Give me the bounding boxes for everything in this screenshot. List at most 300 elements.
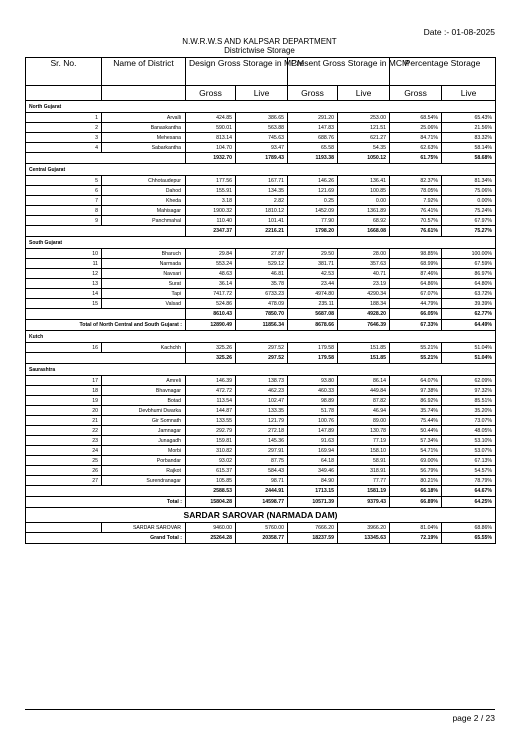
district-name: Surat [102,279,186,289]
header-percentage: Percentage Storage [390,58,496,86]
value-pl: 54.35 [338,143,390,153]
storage-table [25,57,496,544]
district-name: Surendranagar [102,476,186,486]
total-pcg: 76.61% [390,226,442,237]
section-total-row [26,226,496,237]
value-dl: 272.18 [236,426,288,436]
value-pcg: 68.99% [390,259,442,269]
value-pl: 0.00 [338,196,390,206]
sr-no: 12 [26,269,102,279]
value-dg: 29.84 [186,249,236,259]
table-row [26,376,496,386]
total-label: Total : [26,497,186,508]
value-dl: 563.88 [236,123,288,133]
value-pg: 146.26 [288,176,338,186]
table-row [26,466,496,476]
value-pg: 169.94 [288,446,338,456]
value-pcl: 68.86% [442,523,496,533]
value-dg: 9460.00 [186,523,236,533]
total-pcg: 67.33% [390,320,442,331]
total-dl: 11856.34 [236,320,288,331]
value-pl: 77.77 [338,476,390,486]
sr-no: 19 [26,396,102,406]
value-pg: 688.76 [288,133,338,143]
value-pg: 1452.09 [288,206,338,216]
value-dg: 155.91 [186,186,236,196]
value-pcg: 97.38% [390,386,442,396]
value-pl: 318.91 [338,466,390,476]
value-pl: 130.78 [338,426,390,436]
table-row [26,176,496,186]
district-name: Chhotaudepur [102,176,186,186]
total-pg: 1798.20 [288,226,338,237]
value-pcl: 35.20% [442,406,496,416]
total-pcl: 51.04% [442,353,496,364]
sr-no: 1 [26,113,102,123]
value-pg: 349.46 [288,466,338,476]
total-pcl: 64.67% [442,486,496,497]
value-dg: 7417.72 [186,289,236,299]
district-name: Junagadh [102,436,186,446]
total-dl: 297.52 [236,353,288,364]
value-pl: 100.85 [338,186,390,196]
value-pg: 7666.20 [288,523,338,533]
total-pcl: 64.25% [442,497,496,508]
value-dg: 615.37 [186,466,236,476]
value-pcl: 63.72% [442,289,496,299]
value-pcg: 98.85% [390,249,442,259]
value-pcg: 78.05% [390,186,442,196]
value-pcl: 78.79% [442,476,496,486]
value-pg: 64.18 [288,456,338,466]
value-pcg: 7.92% [390,196,442,206]
value-pl: 58.91 [338,456,390,466]
district-name: Morbi [102,446,186,456]
value-pg: 4974.80 [288,289,338,299]
value-dl: 27.87 [236,249,288,259]
section-name: Central Gujarat [26,164,496,176]
value-pcg: 57.34% [390,436,442,446]
total-pcl: 58.68% [442,153,496,164]
value-pg: 100.76 [288,416,338,426]
sr-no: 17 [26,376,102,386]
total-label [26,353,186,364]
value-pl: 357.63 [338,259,390,269]
total-pl: 151.85 [338,353,390,364]
value-dl: 6733.23 [236,289,288,299]
total-pcl: 65.55% [442,533,496,544]
value-dg: 159.81 [186,436,236,446]
table-row [26,476,496,486]
value-pcl: 67.97% [442,216,496,226]
table-row [26,299,496,309]
value-pg: 65.58 [288,143,338,153]
value-dg: 472.72 [186,386,236,396]
district-name: Narmada [102,259,186,269]
section-name: Saurashtra [26,364,496,376]
value-pl: 449.84 [338,386,390,396]
value-pg: 121.69 [288,186,338,196]
value-pcl: 53.07% [442,446,496,456]
value-dl: 101.41 [236,216,288,226]
total-dg: 25264.28 [186,533,236,544]
total-pg: 5687.08 [288,309,338,320]
table-row [26,269,496,279]
value-pcl: 67.13% [442,456,496,466]
value-dl: 2.82 [236,196,288,206]
value-pcl: 62.09% [442,376,496,386]
value-dg: 325.26 [186,343,236,353]
value-dl: 102.47 [236,396,288,406]
district-name: Mahisagar [102,206,186,216]
value-pcg: 86.92% [390,396,442,406]
header-blank [26,86,102,101]
total-pcl: 64.49% [442,320,496,331]
header-district: Name of District [102,58,186,86]
district-name: Amreli [102,376,186,386]
value-dl: 145.36 [236,436,288,446]
total-pl: 9379.43 [338,497,390,508]
sr-no: 23 [26,436,102,446]
value-pg: 291.20 [288,113,338,123]
value-pg: 77.90 [288,216,338,226]
section-header [26,101,496,113]
value-dg: 177.56 [186,176,236,186]
total-pg: 179.58 [288,353,338,364]
sr-no: 3 [26,133,102,143]
value-dl: 745.63 [236,133,288,143]
section-header [26,164,496,176]
value-pl: 46.94 [338,406,390,416]
total-pg: 18237.59 [288,533,338,544]
table-row [26,259,496,269]
value-dg: 133.55 [186,416,236,426]
district-name: Mehesana [102,133,186,143]
sr-no: 9 [26,216,102,226]
total-pcg: 66.05% [390,309,442,320]
value-pcl: 75.06% [442,186,496,196]
value-pl: 136.41 [338,176,390,186]
section-total-row [26,153,496,164]
table-row [26,416,496,426]
total-pl: 13345.63 [338,533,390,544]
page-number: page 2 / 23 [452,713,495,723]
sr-no: 25 [26,456,102,466]
district-name: Botad [102,396,186,406]
value-dl: 529.12 [236,259,288,269]
grand-total-row [26,533,496,544]
value-pcg: 76.41% [390,206,442,216]
value-pcl: 0.00% [442,196,496,206]
district-name: Arvalli [102,113,186,123]
value-dl: 297.91 [236,446,288,456]
value-pl: 253.00 [338,113,390,123]
sr-no: 8 [26,206,102,216]
sr-no: 26 [26,466,102,476]
value-pcg: 69.00% [390,456,442,466]
value-dl: 167.71 [236,176,288,186]
regional-total-row [26,320,496,331]
header-blank [102,86,186,101]
header-percent-gross: Gross [390,86,442,101]
district-name: Gir Somnath [102,416,186,426]
district-name: Kheda [102,196,186,206]
table-row [26,396,496,406]
value-pg: 42.53 [288,269,338,279]
district-name: Bhavnagar [102,386,186,396]
value-dg: 524.86 [186,299,236,309]
total-dg: 1932.70 [186,153,236,164]
district-name: Tapi [102,289,186,299]
table-row [26,446,496,456]
section-name: South Gujarat [26,237,496,249]
value-dl: 462.23 [236,386,288,396]
value-dg: 146.39 [186,376,236,386]
value-pcg: 80.21% [390,476,442,486]
value-pcl: 67.59% [442,259,496,269]
district-name: SARDAR SAROVAR [102,523,186,533]
total-pcg: 61.75% [390,153,442,164]
sardar-sarovar-heading: SARDAR SAROVAR (NARMADA DAM) [26,508,496,523]
total-dg: 8610.43 [186,309,236,320]
value-pg: 84.90 [288,476,338,486]
total-label: Grand Total : [26,533,186,544]
value-pl: 23.19 [338,279,390,289]
sr-no [26,523,102,533]
sardar-sarovar-heading-row [26,508,496,523]
total-dg: 12890.49 [186,320,236,331]
value-dl: 478.09 [236,299,288,309]
total-label [26,309,186,320]
header-present-live: Live [338,86,390,101]
state-total-row [26,497,496,508]
value-pcg: 56.79% [390,466,442,476]
value-pcl: 39.39% [442,299,496,309]
value-pcl: 83.32% [442,133,496,143]
value-pcl: 97.32% [442,386,496,396]
district-name: Bharuch [102,249,186,259]
total-label: Total of North Central and South Gujarat : [26,320,186,331]
value-pcg: 82.37% [390,176,442,186]
value-pcg: 81.04% [390,523,442,533]
total-dg: 325.26 [186,353,236,364]
table-row [26,289,496,299]
value-pg: 147.89 [288,426,338,436]
table-row [26,206,496,216]
total-label [26,486,186,497]
total-label [26,226,186,237]
sr-no: 22 [26,426,102,436]
value-pg: 0.25 [288,196,338,206]
total-dl: 14598.77 [236,497,288,508]
value-pg: 235.11 [288,299,338,309]
report-subtitle: Districtwise Storage [224,46,295,55]
value-pcl: 64.80% [442,279,496,289]
total-pg: 10571.39 [288,497,338,508]
district-name: Sabarkantha [102,143,186,153]
table-row [26,196,496,206]
district-name: Jamnagar [102,426,186,436]
value-pg: 381.71 [288,259,338,269]
sr-no: 21 [26,416,102,426]
section-name: Kutch [26,331,496,343]
total-pl: 1050.12 [338,153,390,164]
value-pl: 86.14 [338,376,390,386]
sr-no: 11 [26,259,102,269]
value-pg: 93.80 [288,376,338,386]
header-present-gross: Gross [288,86,338,101]
value-pl: 158.10 [338,446,390,456]
total-pcg: 66.18% [390,486,442,497]
value-dg: 553.24 [186,259,236,269]
value-pcl: 58.14% [442,143,496,153]
total-dl: 1789.43 [236,153,288,164]
total-dl: 20358.77 [236,533,288,544]
section-header [26,364,496,376]
report-date: Date :- 01-08-2025 [423,27,495,37]
total-pcg: 66.89% [390,497,442,508]
total-pg: 1193.38 [288,153,338,164]
section-header [26,237,496,249]
value-pcg: 68.54% [390,113,442,123]
total-dl: 7850.70 [236,309,288,320]
value-dl: 386.65 [236,113,288,123]
district-name: Devbhumi Dwarka [102,406,186,416]
value-dg: 3.18 [186,196,236,206]
value-pl: 4290.34 [338,289,390,299]
value-pg: 147.83 [288,123,338,133]
header-design-storage: Design Gross Storage in MCM [186,58,288,86]
value-pcg: 55.21% [390,343,442,353]
value-pl: 621.27 [338,133,390,143]
value-dg: 104.70 [186,143,236,153]
district-name: Rajkot [102,466,186,476]
total-pg: 1713.15 [288,486,338,497]
value-pg: 460.33 [288,386,338,396]
value-pcg: 64.86% [390,279,442,289]
section-total-row [26,353,496,364]
value-dl: 297.52 [236,343,288,353]
district-name: Porbandar [102,456,186,466]
section-total-row [26,309,496,320]
value-pcg: 35.74% [390,406,442,416]
total-label [26,153,186,164]
district-name: Panchmahal [102,216,186,226]
value-pcl: 85.51% [442,396,496,406]
value-pg: 29.50 [288,249,338,259]
value-pcl: 51.04% [442,343,496,353]
table-row [26,113,496,123]
value-pl: 188.34 [338,299,390,309]
value-pcl: 86.97% [442,269,496,279]
value-pcg: 62.63% [390,143,442,153]
total-dg: 15804.28 [186,497,236,508]
value-dg: 813.14 [186,133,236,143]
value-pcl: 81.34% [442,176,496,186]
value-dg: 1900.32 [186,206,236,216]
table-row [26,426,496,436]
value-dl: 98.71 [236,476,288,486]
value-pcg: 54.71% [390,446,442,456]
value-pcl: 53.10% [442,436,496,446]
sr-no: 4 [26,143,102,153]
sr-no: 24 [26,446,102,456]
table-row [26,279,496,289]
value-dl: 46.81 [236,269,288,279]
total-pl: 1581.19 [338,486,390,497]
value-pcl: 54.57% [442,466,496,476]
sr-no: 2 [26,123,102,133]
value-pl: 3966.20 [338,523,390,533]
value-pcl: 21.56% [442,123,496,133]
sr-no: 10 [26,249,102,259]
value-pl: 77.19 [338,436,390,446]
table-row [26,386,496,396]
value-pcg: 67.07% [390,289,442,299]
district-name: Valsad [102,299,186,309]
value-pg: 23.44 [288,279,338,289]
value-pl: 87.82 [338,396,390,406]
sr-no: 13 [26,279,102,289]
value-pcl: 100.00% [442,249,496,259]
header-design-live: Live [236,86,288,101]
header-design-gross: Gross [186,86,236,101]
value-pcg: 87.46% [390,269,442,279]
value-pcl: 48.05% [442,426,496,436]
total-dg: 2347.37 [186,226,236,237]
value-dl: 121.79 [236,416,288,426]
district-name: Navsari [102,269,186,279]
value-dg: 292.79 [186,426,236,436]
table-row [26,456,496,466]
value-dg: 36.14 [186,279,236,289]
total-dl: 2444.91 [236,486,288,497]
district-name: Kachchh [102,343,186,353]
total-pcg: 72.19% [390,533,442,544]
value-pcg: 64.07% [390,376,442,386]
section-header [26,331,496,343]
sardar-sarovar-row [26,523,496,533]
value-dl: 138.73 [236,376,288,386]
value-dg: 310.82 [186,446,236,456]
value-pg: 98.89 [288,396,338,406]
sr-no: 5 [26,176,102,186]
sr-no: 14 [26,289,102,299]
table-row [26,406,496,416]
value-dg: 113.54 [186,396,236,406]
sr-no: 27 [26,476,102,486]
value-pcg: 50.44% [390,426,442,436]
value-pcg: 25.06% [390,123,442,133]
value-pcl: 65.43% [442,113,496,123]
value-dg: 110.40 [186,216,236,226]
value-dg: 48.63 [186,269,236,279]
value-pl: 40.71 [338,269,390,279]
table-row [26,436,496,446]
value-pcl: 73.07% [442,416,496,426]
total-pg: 8678.66 [288,320,338,331]
value-pcg: 44.79% [390,299,442,309]
sr-no: 15 [26,299,102,309]
total-pl: 1668.08 [338,226,390,237]
sr-no: 7 [26,196,102,206]
value-pl: 1361.89 [338,206,390,216]
value-dl: 134.35 [236,186,288,196]
total-pcl: 62.77% [442,309,496,320]
header-percent-live: Live [442,86,496,101]
department-title: N.W.R.W.S AND KALPSAR DEPARTMENT [182,37,337,46]
sr-no: 16 [26,343,102,353]
